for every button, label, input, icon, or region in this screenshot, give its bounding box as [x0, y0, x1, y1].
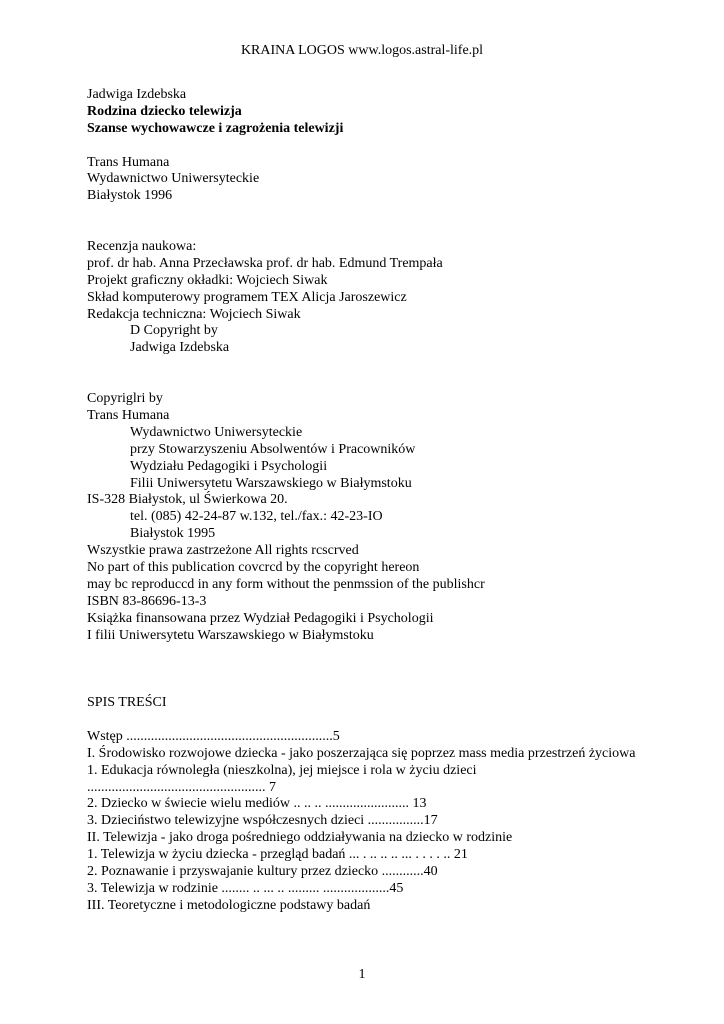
credits-block — [87, 239, 647, 357]
toc-entry: 1. Edukacja równoległa (nieszkolna), jej miejsce i rola w życiu dzieci — [87, 762, 477, 778]
copyright-indented-line: Wydziału Pedagogiki i Psychologii — [130, 458, 328, 474]
publisher-line: Wydawnictwo Uniwersyteckie — [87, 171, 260, 187]
credits-line: Projekt graficzny okładki: Wojciech Siwak — [87, 272, 328, 288]
toc-entry: 2. Poznawanie i przyswajanie kultury przez dziecko ............40 — [87, 864, 438, 880]
book-subtitle: Szanse wychowawcze i zagrożenia telewizji — [87, 120, 344, 136]
credits-indented-line: D Copyright by — [130, 323, 218, 339]
toc-entry: Wstęp ...........................................................5 — [87, 728, 340, 744]
credits-line: prof. dr hab. Anna Przecławska prof. dr hab. Edmund Trempała — [87, 255, 443, 271]
credits-line: Skład komputerowy programem TEX Alicja Jaroszewicz — [87, 289, 407, 305]
copyright-line: I filii Uniwersytetu Warszawskiego w Białymstoku — [87, 627, 374, 643]
copyright-block — [87, 391, 647, 644]
toc-entry: 3. Dzieciństwo telewizyjne współczesnych dzieci ................17 — [87, 813, 438, 829]
toc-entry: I. Środowisko rozwojowe dziecka - jako poszerzająca się poprzez mass media przestrzeń życiowa — [87, 745, 636, 761]
copyright-indented-line: Białystok 1995 — [130, 526, 216, 542]
copyright-line: Trans Humana — [87, 407, 170, 423]
copyright-indented-line: Filii Uniwersytetu Warszawskiego w Białymstoku — [130, 475, 412, 491]
toc-entry: 1. Telewizja w życiu dziecka - przegląd badań ... . .. .. .. ... . . . . .. 21 — [87, 847, 468, 863]
credits-line: Recenzja naukowa: — [87, 239, 197, 255]
publisher-line: Trans Humana — [87, 154, 170, 170]
copyright-line: Wszystkie prawa zastrzeżone All rights rcscrved — [87, 543, 359, 559]
toc-heading: SPIS TREŚCI — [87, 695, 167, 711]
copyright-line: may bc reproduccd in any form without the penmssion of the publishcr — [87, 576, 485, 592]
publisher-block — [87, 155, 647, 206]
document-body — [87, 87, 647, 915]
toc-entry: ................................................... 7 — [87, 779, 276, 795]
title-block — [87, 87, 647, 138]
table-of-contents — [87, 695, 647, 915]
copyright-address: IS-328 Białystok, ul Świerkowa 20. — [87, 492, 288, 508]
credits-line: Redakcja techniczna: Wojciech Siwak — [87, 306, 301, 322]
toc-entry: 3. Telewizja w rodzinie ........ .. ... .. ......... ...................45 — [87, 880, 404, 896]
copyright-line: No part of this publication covcrcd by the copyright hereon — [87, 559, 420, 575]
credits-indented-line: Jadwiga Izdebska — [130, 340, 230, 356]
copyright-indented-line: Wydawnictwo Uniwersyteckie — [130, 424, 303, 440]
publisher-line: Białystok 1996 — [87, 188, 173, 204]
copyright-line: Książka finansowana przez Wydział Pedagogiki i Psychologii — [87, 610, 434, 626]
toc-entry: II. Telewizja - jako droga pośredniego oddziaływania na dziecko w rodzinie — [87, 830, 513, 846]
copyright-indented-line: przy Stowarzyszeniu Absolwentów i Pracowników — [130, 441, 416, 457]
book-title: Rodzina dziecko telewizja — [87, 103, 242, 119]
page-number: 1 — [358, 967, 366, 982]
copyright-line: Copyriglri by — [87, 391, 163, 407]
copyright-indented-line: tel. (085) 42-24-87 w.132, tel./fax.: 42-23-IO — [130, 509, 383, 525]
author-name: Jadwiga Izdebska — [87, 87, 187, 102]
isbn: ISBN 83-86696-13-3 — [87, 593, 207, 609]
toc-entry: III. Teoretyczne i metodologiczne podstawy badań — [87, 897, 371, 913]
toc-entry: 2. Dziecko w świecie wielu mediów .. .. .. ........................ 13 — [87, 796, 427, 812]
page-header: KRAINA LOGOS www.logos.astral-life.pl — [240, 43, 484, 58]
